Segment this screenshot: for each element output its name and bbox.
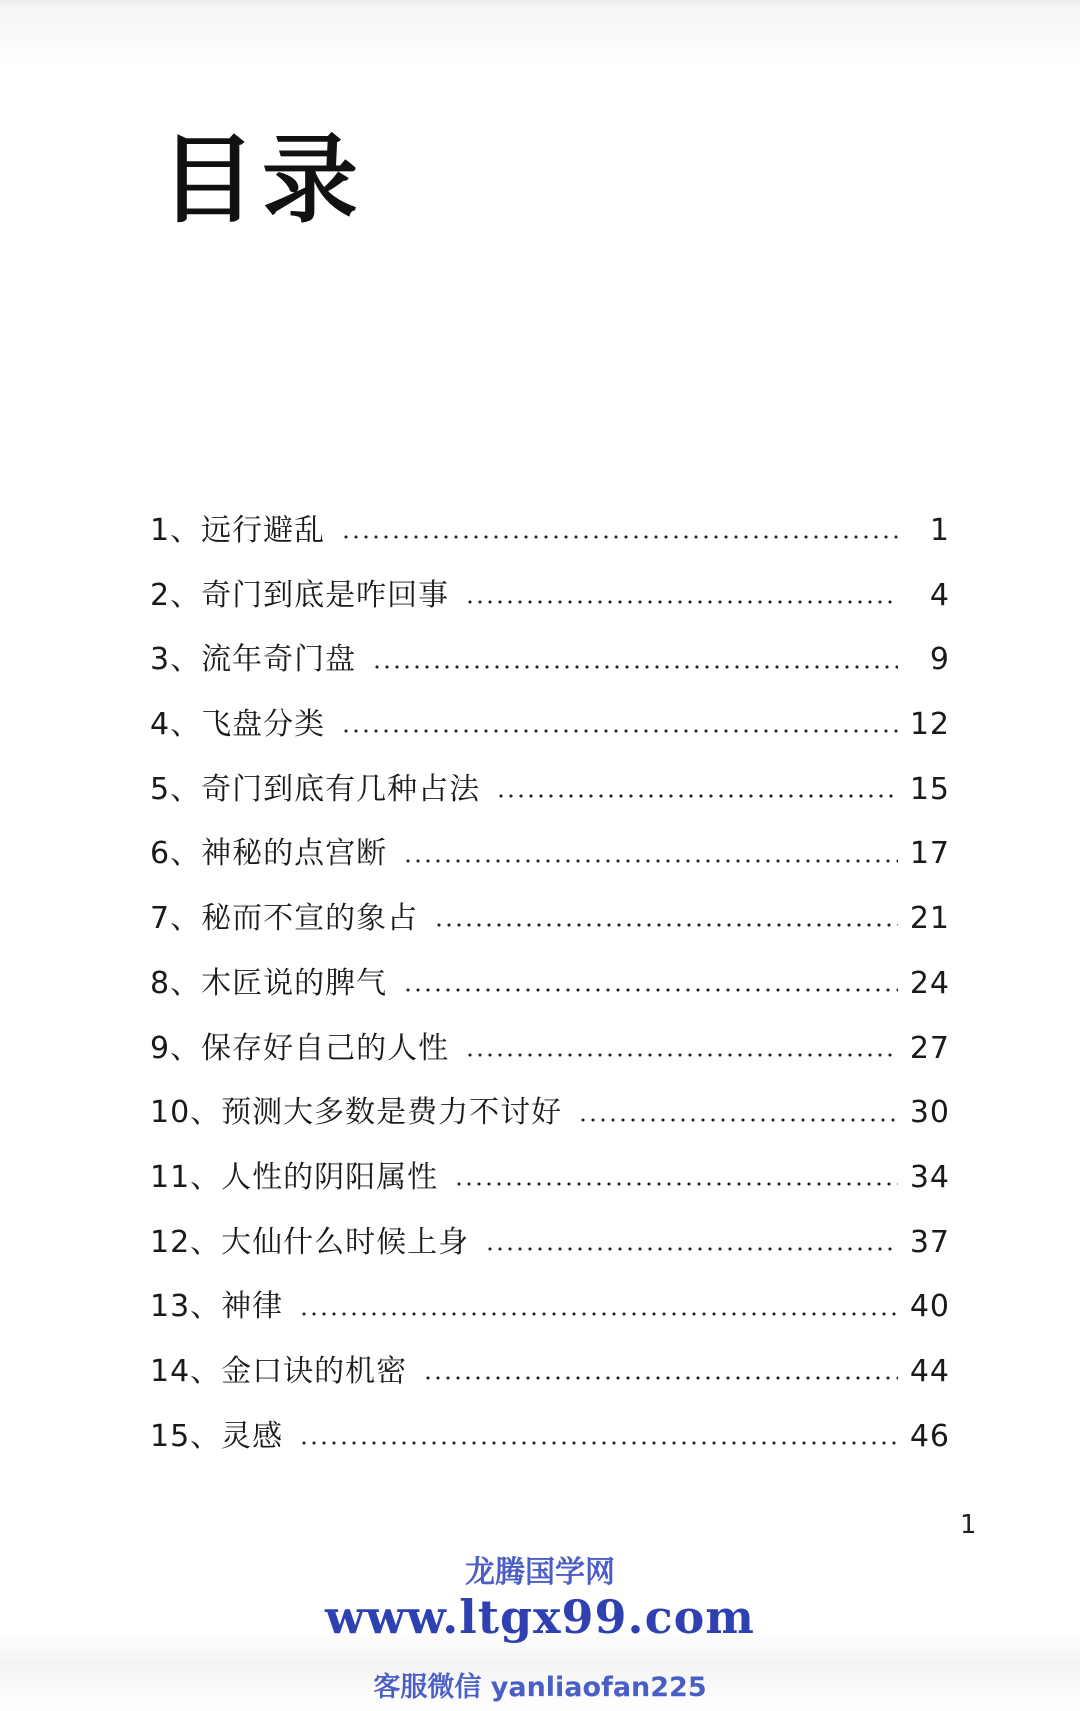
toc-leader-dots bbox=[496, 794, 898, 798]
toc-entry-page: 17 bbox=[909, 836, 950, 872]
toc-entry-page: 1 bbox=[929, 513, 950, 548]
toc-entry-label: 8、木匠说的脾气 bbox=[150, 965, 388, 1001]
page-top-shadow bbox=[0, 0, 1080, 70]
toc-entry-label: 15、灵感 bbox=[150, 1418, 284, 1454]
toc-entry-label: 5、奇门到底有几种占法 bbox=[150, 771, 481, 807]
toc-leader-dots bbox=[299, 1441, 898, 1445]
toc-entry-page: 12 bbox=[909, 707, 950, 743]
toc-entry-1[interactable] bbox=[150, 505, 950, 570]
toc-entry-label: 4、飞盘分类 bbox=[150, 707, 326, 743]
watermark-contact: 客服微信 yanliaofan225 bbox=[373, 1672, 707, 1703]
toc-entry-label: 10、预测大多数是费力不讨好 bbox=[150, 1095, 563, 1131]
toc-entry-page: 21 bbox=[909, 901, 950, 937]
watermark-site-name: 龙腾国学网 bbox=[465, 1555, 615, 1590]
page-number: 1 bbox=[960, 1510, 977, 1540]
toc-entry-3[interactable] bbox=[150, 634, 950, 699]
toc-entry-11[interactable] bbox=[150, 1152, 950, 1217]
toc-entry-page: 9 bbox=[929, 642, 950, 678]
toc-entry-label: 14、金口诀的机密 bbox=[150, 1353, 408, 1389]
toc-entry-label: 3、流年奇门盘 bbox=[150, 642, 357, 678]
toc-leader-dots bbox=[299, 1312, 898, 1316]
toc-entry-7[interactable] bbox=[150, 893, 950, 958]
toc-entry-page: 24 bbox=[909, 965, 950, 1001]
table-of-contents bbox=[150, 505, 950, 1475]
toc-entry-label: 2、奇门到底是咋回事 bbox=[150, 577, 450, 613]
toc-entry-12[interactable] bbox=[150, 1217, 950, 1282]
toc-entry-5[interactable] bbox=[150, 764, 950, 829]
toc-entry-label: 12、大仙什么时候上身 bbox=[150, 1224, 470, 1260]
toc-leader-dots bbox=[465, 600, 898, 604]
toc-entry-4[interactable] bbox=[150, 699, 950, 764]
toc-entry-label: 7、秘而不宣的象占 bbox=[150, 901, 419, 937]
toc-entry-10[interactable] bbox=[150, 1087, 950, 1152]
toc-entry-label: 6、神秘的点宫断 bbox=[150, 836, 388, 872]
toc-entry-page: 44 bbox=[909, 1353, 950, 1389]
toc-leader-dots bbox=[454, 1182, 898, 1186]
toc-entry-label: 1、远行避乱 bbox=[150, 513, 326, 548]
toc-entry-15[interactable] bbox=[150, 1411, 950, 1476]
toc-entry-page: 30 bbox=[909, 1095, 950, 1131]
toc-leader-dots bbox=[403, 988, 898, 992]
toc-entry-9[interactable] bbox=[150, 1023, 950, 1088]
toc-entry-label: 11、人性的阴阳属性 bbox=[150, 1159, 439, 1195]
watermark-url: www.ltgx99.com bbox=[325, 1590, 755, 1644]
toc-entry-8[interactable] bbox=[150, 958, 950, 1023]
toc-leader-dots bbox=[578, 1118, 898, 1122]
toc-leader-dots bbox=[485, 1247, 898, 1251]
toc-entry-2[interactable] bbox=[150, 570, 950, 635]
toc-entry-page: 40 bbox=[909, 1289, 950, 1325]
toc-leader-dots bbox=[403, 859, 898, 863]
toc-entry-14[interactable] bbox=[150, 1346, 950, 1411]
toc-leader-dots bbox=[341, 729, 898, 733]
toc-entry-6[interactable] bbox=[150, 828, 950, 893]
toc-entry-page: 46 bbox=[909, 1418, 950, 1454]
toc-entry-page: 34 bbox=[909, 1159, 950, 1195]
toc-leader-dots bbox=[465, 1053, 898, 1057]
toc-entry-page: 37 bbox=[909, 1224, 950, 1260]
toc-leader-dots bbox=[341, 535, 898, 539]
toc-entry-page: 27 bbox=[909, 1030, 950, 1066]
toc-entry-label: 13、神律 bbox=[150, 1289, 284, 1325]
toc-entry-label: 9、保存好自己的人性 bbox=[150, 1030, 450, 1066]
toc-entry-page: 4 bbox=[929, 577, 950, 613]
toc-entry-page: 15 bbox=[909, 771, 950, 807]
toc-leader-dots bbox=[372, 665, 898, 669]
toc-entry-13[interactable] bbox=[150, 1281, 950, 1346]
page-title: 目录 bbox=[160, 123, 364, 236]
toc-leader-dots bbox=[434, 923, 898, 927]
toc-leader-dots bbox=[423, 1376, 898, 1380]
